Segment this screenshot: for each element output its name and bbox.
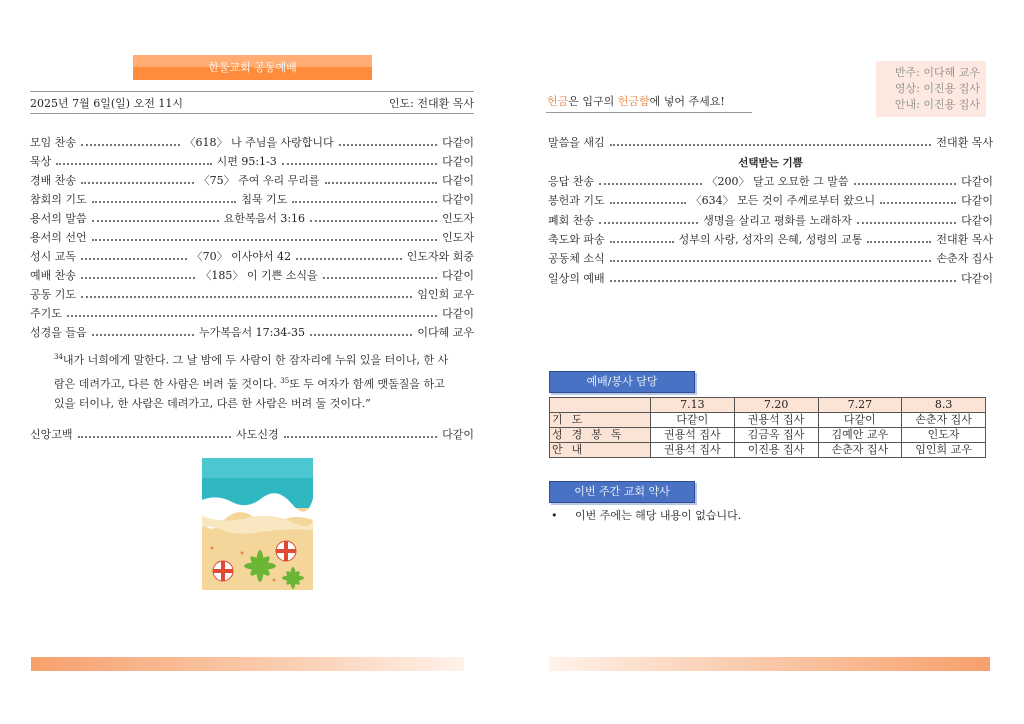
order-item xyxy=(548,213,993,229)
staff-usher: 안내: 이진용 집사 xyxy=(894,98,980,111)
duty-cell: 권용석 집사 xyxy=(734,413,818,428)
offering-box-word: 헌금함 xyxy=(617,95,650,108)
order-item xyxy=(548,193,993,209)
staff-box xyxy=(876,61,986,117)
order-item xyxy=(30,230,474,246)
scripture-passage xyxy=(54,347,454,414)
duty-role: 안내 xyxy=(550,443,651,458)
duty-date: 8.3 xyxy=(902,398,986,413)
order-label: 일상의 예배 xyxy=(548,271,605,285)
order-assignee: 다같이 xyxy=(442,155,475,168)
news-section-title: 이번 주간 교회 약사 xyxy=(549,481,695,503)
order-assignee: 다같이 xyxy=(961,194,993,208)
order-content: 사도신경 xyxy=(236,428,279,441)
offering-text: 은 입구의 xyxy=(568,95,618,108)
order-content: 성부의 사랑, 성자의 은혜, 성령의 교통 xyxy=(678,232,863,246)
order-assignee: 전대환 목사 xyxy=(936,136,993,149)
duty-cell: 권용석 집사 xyxy=(651,443,735,458)
order-assignee: 인도자 xyxy=(442,231,474,244)
duty-cell: 김예안 교우 xyxy=(818,428,902,443)
sermon-title: 선택받는 기쁨 xyxy=(738,157,803,169)
duty-role: 성경봉독 xyxy=(550,428,651,443)
order-content: 누가복음서 17:34-35 xyxy=(198,326,306,339)
duty-date: 7.27 xyxy=(818,398,902,413)
order-label: 폐회 찬송 xyxy=(548,213,595,227)
duty-cell: 김금옥 집사 xyxy=(734,428,818,443)
order-assignee: 이다혜 교우 xyxy=(417,326,475,339)
order-item xyxy=(30,135,474,151)
duty-cell: 권용석 집사 xyxy=(651,428,735,443)
duty-section-title: 예배/봉사 담당 xyxy=(549,371,695,393)
order-assignee: 다같이 xyxy=(961,213,994,227)
order-label: 예배 찬송 xyxy=(30,269,77,282)
order-assignee: 다같이 xyxy=(442,174,474,187)
bullet-icon: • xyxy=(551,509,558,522)
order-assignee: 전대환 목사 xyxy=(936,232,993,246)
order-item-creed xyxy=(30,427,474,443)
order-label: 축도와 파송 xyxy=(548,232,605,246)
order-item xyxy=(30,173,474,189)
order-content: 시편 95:1-3 xyxy=(216,155,277,168)
order-item xyxy=(30,249,474,265)
duty-cell: 다같이 xyxy=(651,413,735,428)
order-content: 침묵 기도 xyxy=(241,193,288,206)
service-date: 2025년 7월 6일(일) 오전 11시 xyxy=(30,97,183,110)
footer-bar-right xyxy=(549,657,990,671)
table-row xyxy=(550,428,986,443)
order-content: 〈618〉 나 주님을 사랑합니다 xyxy=(184,136,334,149)
verse-text: 내가 너희에게 말한다. 그 날 밤에 두 사람이 한 잠자리에 누워 있을 터이나, 한 사람은 데려가고, 다른 한 사람은 버려 둘 것이다. xyxy=(54,353,449,391)
order-item xyxy=(30,287,474,303)
order-item xyxy=(30,192,474,208)
header-top-rule xyxy=(30,91,474,92)
footer-bar-left xyxy=(31,657,464,671)
order-assignee: 다같이 xyxy=(961,271,993,285)
order-item xyxy=(548,232,993,248)
staff-video: 영상: 이진용 집사 xyxy=(894,82,980,95)
order-label: 주기도 xyxy=(30,307,62,320)
offering-notice xyxy=(547,93,725,109)
duty-corner-cell xyxy=(550,398,651,413)
order-label: 성경을 들음 xyxy=(30,326,87,339)
duty-cell: 다같이 xyxy=(818,413,902,428)
service-leader: 인도: 전대환 목사 xyxy=(388,97,474,110)
verse-number: 34 xyxy=(54,353,63,361)
order-item xyxy=(30,325,474,341)
order-assignee: 다같이 xyxy=(442,307,474,320)
order-assignee: 다같이 xyxy=(961,175,993,188)
order-label: 공동체 소식 xyxy=(548,252,605,266)
order-item xyxy=(548,251,993,267)
duty-cell: 손춘자 집사 xyxy=(818,443,902,458)
duty-cell: 손춘자 집사 xyxy=(902,413,986,428)
order-content: 〈70〉 이사야서 42 xyxy=(191,250,292,263)
order-assignee: 다같이 xyxy=(442,269,474,282)
header-bottom-rule xyxy=(30,113,474,114)
order-item xyxy=(548,271,993,287)
duty-date: 7.13 xyxy=(651,398,735,413)
order-label: 참회의 기도 xyxy=(30,193,87,206)
order-label: 신앙고백 xyxy=(30,428,73,441)
order-content: 요한복음서 3:16 xyxy=(223,212,306,225)
order-label: 응답 찬송 xyxy=(548,175,595,188)
news-item-text: 이번 주에는 해당 내용이 없습니다. xyxy=(575,509,742,522)
order-content: 〈634〉 모든 것이 주께로부터 왔으니 xyxy=(690,194,876,208)
order-label: 공동 기도 xyxy=(30,288,77,301)
duty-cell: 인도자 xyxy=(902,428,986,443)
banner-title: 한울교회 공동예배 xyxy=(208,61,297,74)
order-content: 〈185〉 이 기쁜 소식을 xyxy=(200,269,318,282)
order-item xyxy=(30,306,474,322)
beach-illustration xyxy=(202,458,313,590)
order-assignee: 인도자 xyxy=(442,212,475,225)
order-assignee: 다같이 xyxy=(442,193,475,206)
order-label: 봉헌과 기도 xyxy=(548,194,605,208)
order-assignee: 인도자와 회중 xyxy=(406,250,474,263)
order-label: 경배 찬송 xyxy=(30,174,77,187)
duty-date: 7.20 xyxy=(734,398,818,413)
duty-cell: 이진용 집사 xyxy=(734,443,818,458)
table-row xyxy=(550,443,986,458)
duty-table xyxy=(549,397,986,458)
order-item xyxy=(30,154,474,170)
verse-text: 또 두 여자가 함께 맷돌질을 하고 있을 터이나, 한 사람은 데려가고, 다른 한 사람은 버려 둘 것이다.” xyxy=(54,377,445,411)
order-assignee: 다같이 xyxy=(442,428,475,441)
order-label: 용서의 말씀 xyxy=(30,212,87,225)
order-assignee: 임인희 교우 xyxy=(417,288,474,301)
order-label: 용서의 선언 xyxy=(30,231,87,244)
order-content: 〈200〉 달고 오묘한 그 말씀 xyxy=(706,175,849,188)
order-content: 〈75〉 주여 우리 무리를 xyxy=(198,174,320,187)
offering-rule xyxy=(546,112,752,113)
duty-role: 기도 xyxy=(550,413,651,428)
order-assignee: 손춘자 집사 xyxy=(936,252,993,266)
worship-banner xyxy=(133,55,372,80)
order-label: 묵상 xyxy=(30,155,52,168)
duty-header-row xyxy=(550,398,986,413)
duty-cell: 임인희 교우 xyxy=(902,443,986,458)
order-assignee: 다같이 xyxy=(442,136,474,149)
order-content: 생명을 살리고 평화를 노래하자 xyxy=(703,213,852,227)
table-row xyxy=(550,413,986,428)
offering-text-end: 에 넣어 주세요! xyxy=(649,95,725,108)
order-label: 성시 교독 xyxy=(30,250,77,263)
order-item xyxy=(548,174,993,190)
staff-accompanist: 반주: 이다혜 교우 xyxy=(894,66,980,79)
news-item xyxy=(551,507,741,523)
verse-number: 35 xyxy=(280,376,290,385)
order-item xyxy=(30,268,474,284)
order-label: 모임 찬송 xyxy=(30,136,77,149)
order-item xyxy=(548,135,993,151)
offering-word: 헌금 xyxy=(547,95,569,108)
order-item xyxy=(30,211,474,227)
order-label: 말씀을 새김 xyxy=(548,136,605,149)
